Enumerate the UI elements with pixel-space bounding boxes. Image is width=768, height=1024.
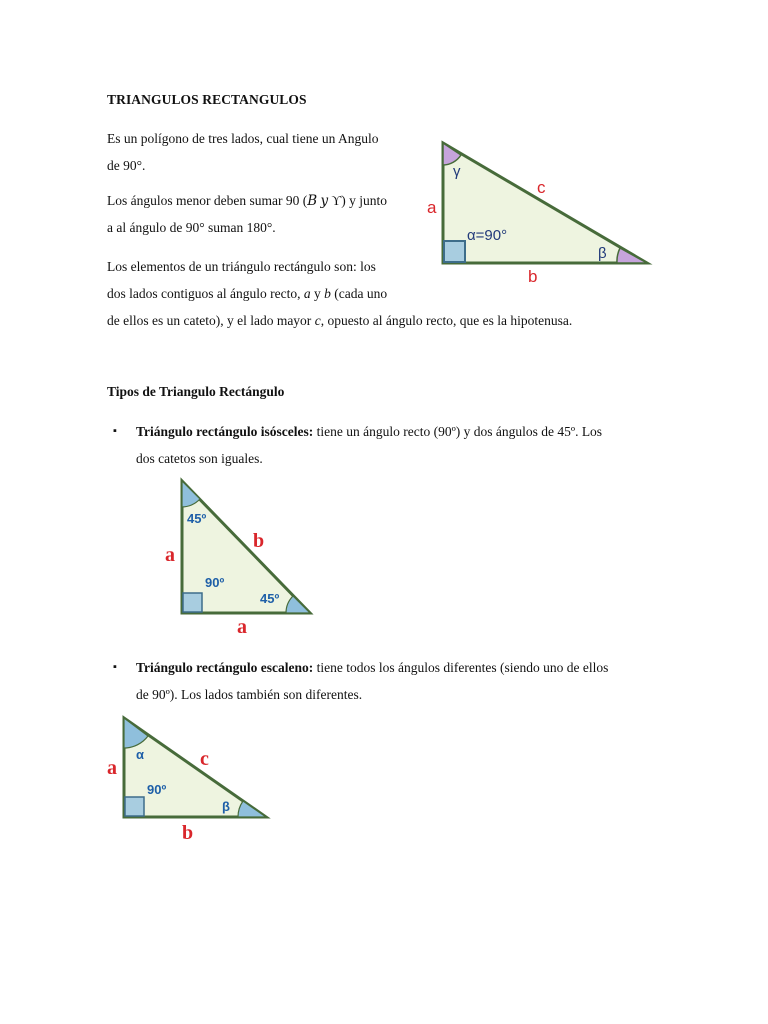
intro-line-1: Es un polígono de tres lados, cual tiene un Angulo [107,131,379,146]
elements-line-3b: , opuesto al ángulo recto, que es la hipotenusa. [320,313,573,328]
elements-var-c: c [314,313,321,328]
elements-line-3a: de ellos es un cateto), y el lado mayor [107,313,315,328]
elements-and: y [310,286,325,301]
side-c-label: c [537,178,546,197]
triangle-shape [443,143,647,263]
elements-line-2a: dos lados contiguos al ángulo recto, [107,286,304,301]
beta-angle-arc [617,248,647,263]
isosceles-item [136,418,666,472]
scalene-desc-1: tiene todos los ángulos diferentes (siendo uno de ellos [313,660,609,675]
elements-paragraph [107,253,417,307]
bullet-marker: ▪ [113,425,117,437]
types-subheading: Tipos de Triangulo Rectángulo [107,384,285,399]
intro-paragraph [107,125,417,179]
side-a-label: a [165,544,175,566]
alpha-label: α [136,747,144,762]
isosceles-desc-1: tiene un ángulo recto (90º) y dos ángulos de 45º. Los [313,424,603,439]
side-b-label: b [182,822,194,844]
beta-angle-arc [238,801,266,817]
scalene-term: Triángulo rectángulo escaleno: [136,660,314,675]
bottom-angle-label: 45º [260,591,280,606]
top-angle-label: 45º [187,511,207,526]
scalene-desc-2: de 90º). Los lados también son diferentes. [136,687,363,702]
elements-var-b: b [324,286,331,301]
isosceles-triangle-figure [160,475,320,640]
isosceles-term: Triángulo rectángulo isósceles: [136,424,314,439]
bottom-a-label: a [237,616,247,638]
side-b-label: b [528,267,538,285]
side-a-label: a [427,198,437,217]
right-triangle-figure [425,135,660,285]
bullet-marker: ▪ [113,661,117,673]
elements-var-a: a [303,286,311,301]
right-angle-label: 90º [205,575,225,590]
elements-line-2b: (cada uno [330,286,388,301]
right-angle-label: α=90° [467,227,508,244]
elements-paragraph-cont [107,307,667,334]
angles-line-1: Los ángulos menor deben sumar 90 (𝐵 𝑦 ϒ) y junto [107,193,387,208]
right-angle-label: 90º [147,782,167,797]
gamma-label: γ [453,163,461,180]
document-title: TRIANGULOS RECTANGULOS [107,92,307,107]
intro-line-2: de 90°. [107,158,146,173]
scalene-triangle-figure [103,712,278,847]
beta-label: β [222,799,230,814]
side-c-label: c [200,748,209,770]
right-angle-square [125,797,144,816]
angles-line-2: a al ángulo de 90° suman 180°. [107,220,276,235]
isosceles-desc-2: dos catetos son iguales. [136,451,263,466]
right-angle-square [183,593,202,612]
elements-line-1: Los elementos de un triángulo rectángulo son: los [107,259,376,274]
side-b-label: b [253,530,265,552]
side-a-label: a [107,757,117,779]
angles-paragraph [107,187,417,241]
right-angle-square [444,241,465,262]
beta-label: β [598,245,607,262]
scalene-item [136,654,666,708]
